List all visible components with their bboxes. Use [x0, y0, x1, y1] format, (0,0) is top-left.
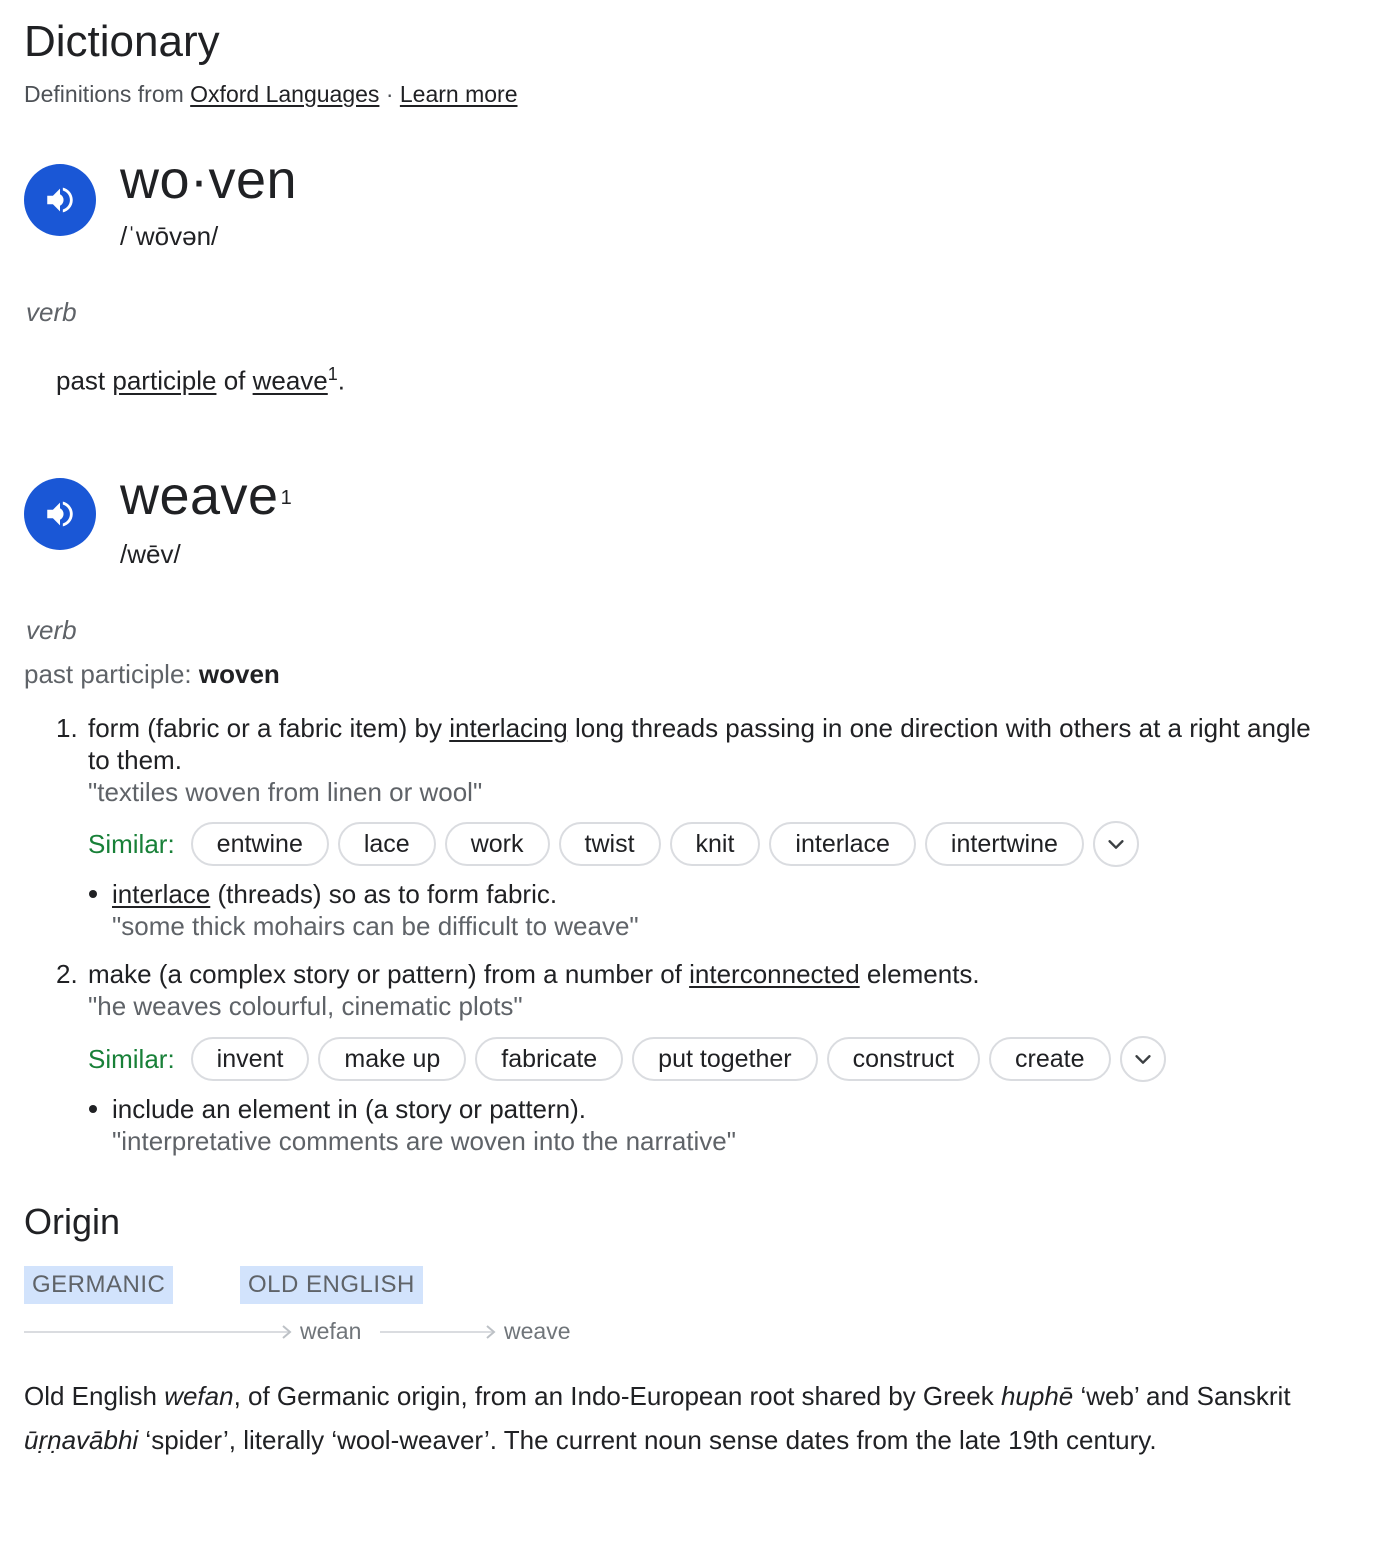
similar-chip-twist[interactable]: twist [559, 822, 661, 866]
sense-text-before: form (fabric or a fabric item) by [88, 713, 442, 743]
etymology-part: Old English [24, 1381, 165, 1411]
weave-link[interactable]: weave [252, 365, 328, 396]
pronounce-woven-button[interactable] [24, 164, 96, 236]
similar-chip-work[interactable]: work [445, 822, 550, 866]
part-of-speech-woven: verb [26, 297, 77, 327]
source-prefix: Definitions from [24, 81, 184, 107]
similar-row-sense-1 [88, 821, 1139, 867]
similar-chip-intertwine[interactable]: intertwine [925, 822, 1084, 866]
etymology-text [24, 1374, 1314, 1462]
origin-language-tag: OLD ENGLISH [240, 1266, 423, 1304]
headword-weave-text: weave [120, 466, 279, 526]
forms-value: woven [198, 659, 280, 689]
etymology-word-weave: weave [504, 1318, 571, 1344]
etymology-term: huphē [1000, 1381, 1074, 1411]
etymology-word-wefan: wefan [300, 1318, 362, 1344]
speaker-icon [43, 183, 77, 217]
sense-text-before: make (a complex story or pattern) from a number of [88, 959, 682, 989]
headword-weave [120, 464, 292, 528]
sense-example: "textiles woven from linen or wool" [88, 777, 483, 807]
similar-chip-put-together[interactable]: put together [632, 1037, 817, 1081]
sense-text-after: long threads passing in one direction with others at a right angle to them. [88, 713, 1311, 775]
subsense-text: (threads) so as to form fabric. [217, 879, 558, 909]
sense-definition [88, 712, 1318, 808]
page-title: Dictionary [24, 17, 220, 66]
etymology-arrows [24, 1320, 504, 1344]
learn-more-link[interactable]: Learn more [399, 81, 518, 107]
similar-chip-fabricate[interactable]: fabricate [475, 1037, 623, 1081]
def-mid: of [223, 365, 246, 396]
more-similar-button[interactable] [1093, 821, 1139, 867]
similar-chip-lace[interactable]: lace [338, 822, 436, 866]
sense-definition [88, 958, 1318, 1022]
similar-chip-make-up[interactable]: make up [318, 1037, 466, 1081]
verb-forms [24, 658, 280, 690]
chevron-down-icon [1105, 833, 1127, 855]
similar-chip-construct[interactable]: construct [827, 1037, 980, 1081]
chevron-down-icon [1132, 1048, 1154, 1070]
etymology-term: wefan [164, 1381, 234, 1411]
etymology-term: ūṛṇavābhi [24, 1425, 139, 1455]
subsense-definition [112, 878, 1342, 942]
participle-link[interactable]: participle [112, 365, 217, 396]
subsense-definition [112, 1093, 1342, 1157]
origin-title: Origin [24, 1201, 121, 1242]
subsense-example: "some thick mohairs can be difficult to weave" [112, 911, 639, 941]
similar-chip-create[interactable]: create [989, 1037, 1110, 1081]
oxford-languages-link[interactable]: Oxford Languages [190, 81, 380, 107]
sense-number: 2. [56, 959, 78, 989]
etymology-part: ‘web’ and Sanskrit [1073, 1381, 1291, 1411]
similar-row-sense-2 [88, 1036, 1166, 1082]
subsense-text: include an element in (a story or pattern). [112, 1094, 587, 1124]
speaker-icon [43, 497, 77, 531]
similar-chip-interlace[interactable]: interlace [769, 822, 916, 866]
sense-text-after: elements. [866, 959, 980, 989]
interlacing-link[interactable]: interlacing [449, 713, 568, 743]
part-of-speech-weave: verb [26, 615, 77, 645]
similar-label: Similar: [88, 1043, 175, 1074]
pronounce-weave-button[interactable] [24, 478, 96, 550]
similar-chip-invent[interactable]: invent [191, 1037, 310, 1081]
source-separator: · [385, 81, 394, 107]
forms-label: past participle: [24, 659, 192, 689]
sense-example: "he weaves colourful, cinematic plots" [88, 991, 523, 1021]
definition-woven [56, 358, 345, 397]
interconnected-link[interactable]: interconnected [689, 959, 860, 989]
bullet-icon [89, 1105, 97, 1113]
def-superscript: 1 [327, 364, 338, 384]
headword-woven: wo·ven [120, 150, 298, 210]
etymology-part: ‘spider’, literally ‘wool-weaver’. The current noun sense dates from the late 19th century. [138, 1425, 1157, 1455]
source-line [24, 80, 518, 108]
bullet-icon [89, 890, 97, 898]
def-end: . [337, 365, 346, 396]
origin-language-tag: GERMANIC [24, 1266, 173, 1304]
def-prefix: past [56, 365, 106, 396]
similar-chip-entwine[interactable]: entwine [191, 822, 329, 866]
phonetic-weave: /wēv/ [120, 539, 181, 569]
etymology-part: , of Germanic origin, from an Indo-European root shared by Greek [233, 1381, 1001, 1411]
interlace-link[interactable]: interlace [112, 879, 211, 909]
subsense-example: "interpretative comments are woven into the narrative" [112, 1126, 736, 1156]
similar-chip-knit[interactable]: knit [670, 822, 761, 866]
sense-number: 1. [56, 713, 78, 743]
phonetic-woven: /ˈwōvən/ [120, 221, 219, 251]
headword-superscript: 1 [280, 487, 293, 509]
similar-label: Similar: [88, 828, 175, 859]
more-similar-button[interactable] [1120, 1036, 1166, 1082]
